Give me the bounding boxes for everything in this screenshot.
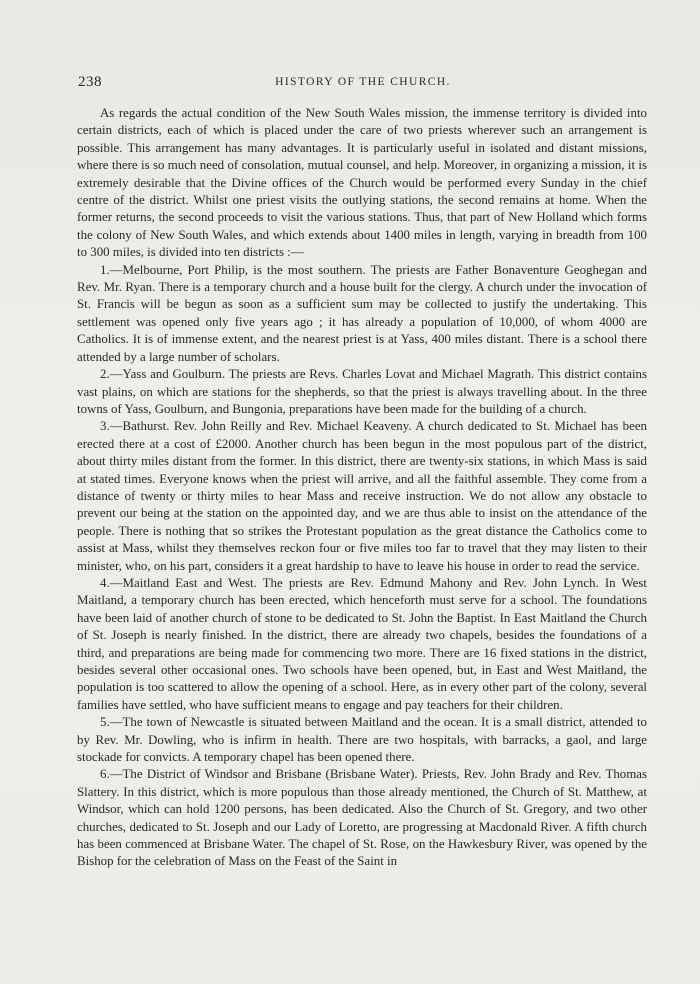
paragraph-district-3: 3.—Bathurst. Rev. John Reilly and Rev. Michael Keaveny. A church dedicated to St. Michael has been erected there at a cost of £2000. Another church has been begun in the most populous part of the district, about thirty miles distant from the former. In this district, there are twenty-six stations, in which Mass is said at stated times. Everyone knows when the priest will arrive, and all the faithful assemble. They come from a distance of twenty or thirty miles to hear Mass and receive instruction. We do not allow any obstacle to prevent our being at the station on the appointed day, and we are thus able to insist on the attendance of the people. There is nothing that so strikes the Protestant population as the great distance the Catholics come to assist at Mass, whilst they themselves reckon four or five miles too far to travel that they may listen to their minister, who, on his part, considers it a great hardship to have to leave his house in order to read the service.	[77, 419, 647, 573]
paragraph-district-6: 6.—The District of Windsor and Brisbane (Brisbane Water). Priests, Rev. John Brady and Rev. Thomas Slattery. In this district, which is more populous than those already mentioned, the Church of St. Matthew, at Windsor, which can hold 1200 persons, has been dedicated. Also the Church of St. Gregory, and two other churches, dedicated to St. Joseph and our Lady of Loretto, are progressing at Macdonald River. A fifth church has been commenced at Brisbane Water. The chapel of St. Rose, on the Hawkesbury River, was opened by the Bishop for the celebration of Mass on the Feast of the Saint in	[77, 767, 647, 869]
paragraph-district-5: 5.—The town of Newcastle is situated between Maitland and the ocean. It is a small district, attended to by Rev. Mr. Dowling, who is infirm in health. There are two hospitals, with barracks, a gaol, and large stockade for convicts. A temporary chapel has been opened there.	[77, 715, 647, 765]
paragraph-district-4: 4.—Maitland East and West. The priests are Rev. Edmund Mahony and Rev. John Lynch. In West Maitland, a temporary church has been erected, which henceforth must serve for a school. The foundations have been laid of another church of stone to be dedicated to St. John the Baptist. In East Maitland the Church of St. Joseph is nearly finished. In the district, there are already two chapels, besides the foundations of a third, and preparations are being made for commencing two more. There are 16 fixed stations in the district, besides several other occasional ones. Two schools have been opened, but, in East and West Maitland, the population is too scattered to allow the opening of a school. Here, as in every other part of the colony, several families have settled, who have sufficient means to engage and pay teachers for their children.	[77, 575, 647, 712]
page-header	[78, 74, 648, 94]
body-text	[77, 105, 647, 871]
paragraph-district-1: 1.—Melbourne, Port Philip, is the most southern. The priests are Father Bonaventure Geoghegan and Rev. Mr. Ryan. There is a temporary church and a house built for the clergy. A church under the invocation of St. Francis will be begun as soon as a sufficient sum may be collected to justify the undertaking. This settlement was opened only five years ago ; it has already a population of 10,000, of whom 4000 are Catholics. It is of immense extent, and the nearest priest is at Yass, 400 miles distant. There is a school there attended by a large number of scholars.	[77, 262, 647, 364]
paragraph-district-2: 2.—Yass and Goulburn. The priests are Revs. Charles Lovat and Michael Magrath. This district contains vast plains, on which are stations for the shepherds, so that the priest is always travelling about. In the three towns of Yass, Goulburn, and Bungonia, preparations have been made for the building of a church.	[77, 367, 647, 416]
paragraph-intro: As regards the actual condition of the New South Wales mission, the immense territory is divided into certain districts, each of which is placed under the care of two priests wherever such an arrangement is possible. This arrangement has many advantages. It is particularly useful in isolated and distant missions, where there is so much need of consolation, mutual counsel, and help. Moreover, in organizing a mission, it is extremely desirable that the Divine offices of the Church would be performed every Sunday in the chief centre of the district. Whilst one priest visits the outlying stations, the second remains at home. When the former returns, the second proceeds to visit the various stations. Thus, that part of New Holland which forms the colony of New South Wales, and which extends about 1400 miles in length, varying in breadth from 100 to 300 miles, is divided into ten districts :—	[77, 106, 647, 260]
page-number: 238	[78, 74, 102, 90]
running-title: HISTORY OF THE CHURCH.	[275, 76, 451, 88]
